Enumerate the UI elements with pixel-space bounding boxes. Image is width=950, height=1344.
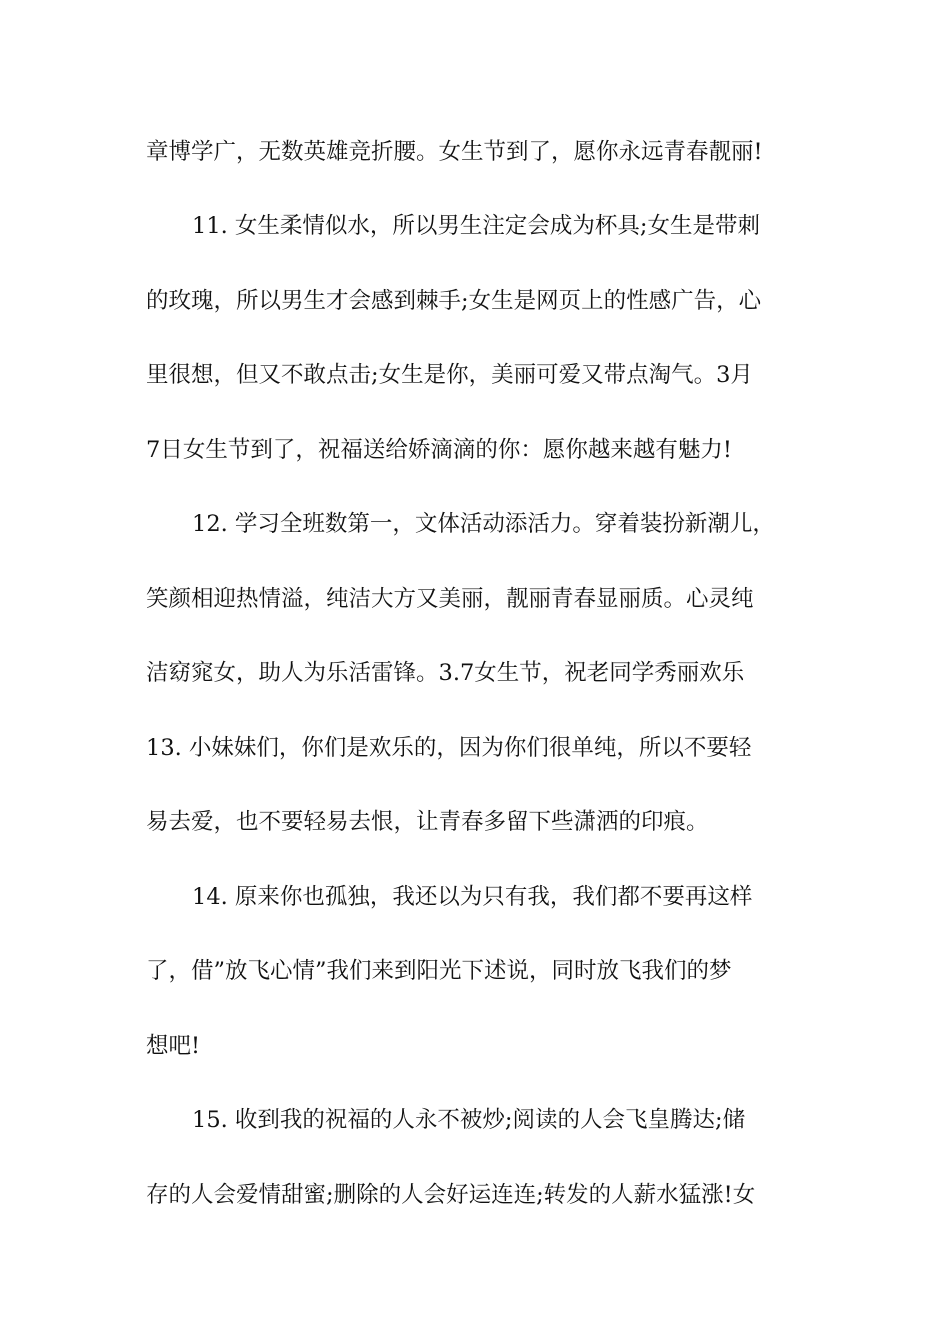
- text-line-15: 存的人会爱情甜蜜;删除的人会好运连连;转发的人薪水猛涨!女: [146, 1182, 756, 1208]
- text-line-6: 12. 学习全班数第一，文体活动添活力。穿着装扮新潮儿，: [192, 511, 775, 537]
- text-line-14: 15. 收到我的祝福的人永不被炒;阅读的人会飞皇腾达;储: [192, 1107, 746, 1133]
- text-line-11: 14. 原来你也孤独，我还以为只有我，我们都不要再这样: [192, 884, 753, 910]
- text-line-7: 笑颜相迎热情溢，纯洁大方又美丽，靓丽青春显丽质。心灵纯: [146, 586, 754, 612]
- text-line-2: 11. 女生柔情似水，所以男生注定会成为杯具;女生是带刺: [192, 213, 761, 239]
- text-line-9: 13. 小妹妹们，你们是欢乐的，因为你们很单纯，所以不要轻: [146, 735, 752, 761]
- text-line-8: 洁窈窕女，助人为乐活雷锋。3.7女生节，祝老同学秀丽欢乐: [146, 660, 745, 686]
- text-line-10: 易去爱，也不要轻易去恨，让青春多留下些潇洒的印痕。: [146, 809, 709, 835]
- text-line-5: 7日女生节到了，祝福送给娇滴滴的你：愿你越来越有魅力!: [146, 437, 732, 463]
- text-line-12: 了，借”放飞心情”我们来到阳光下述说，同时放飞我们的梦: [146, 958, 732, 984]
- text-line-1: 章博学广，无数英雄竞折腰。女生节到了，愿你永远青春靓丽!: [146, 139, 763, 165]
- text-line-3: 的玫瑰，所以男生才会感到棘手;女生是网页上的性感广告，心: [146, 288, 762, 314]
- text-line-13: 想吧!: [146, 1033, 201, 1059]
- text-line-4: 里很想，但又不敢点击;女生是你，美丽可爱又带点淘气。3月: [146, 362, 753, 388]
